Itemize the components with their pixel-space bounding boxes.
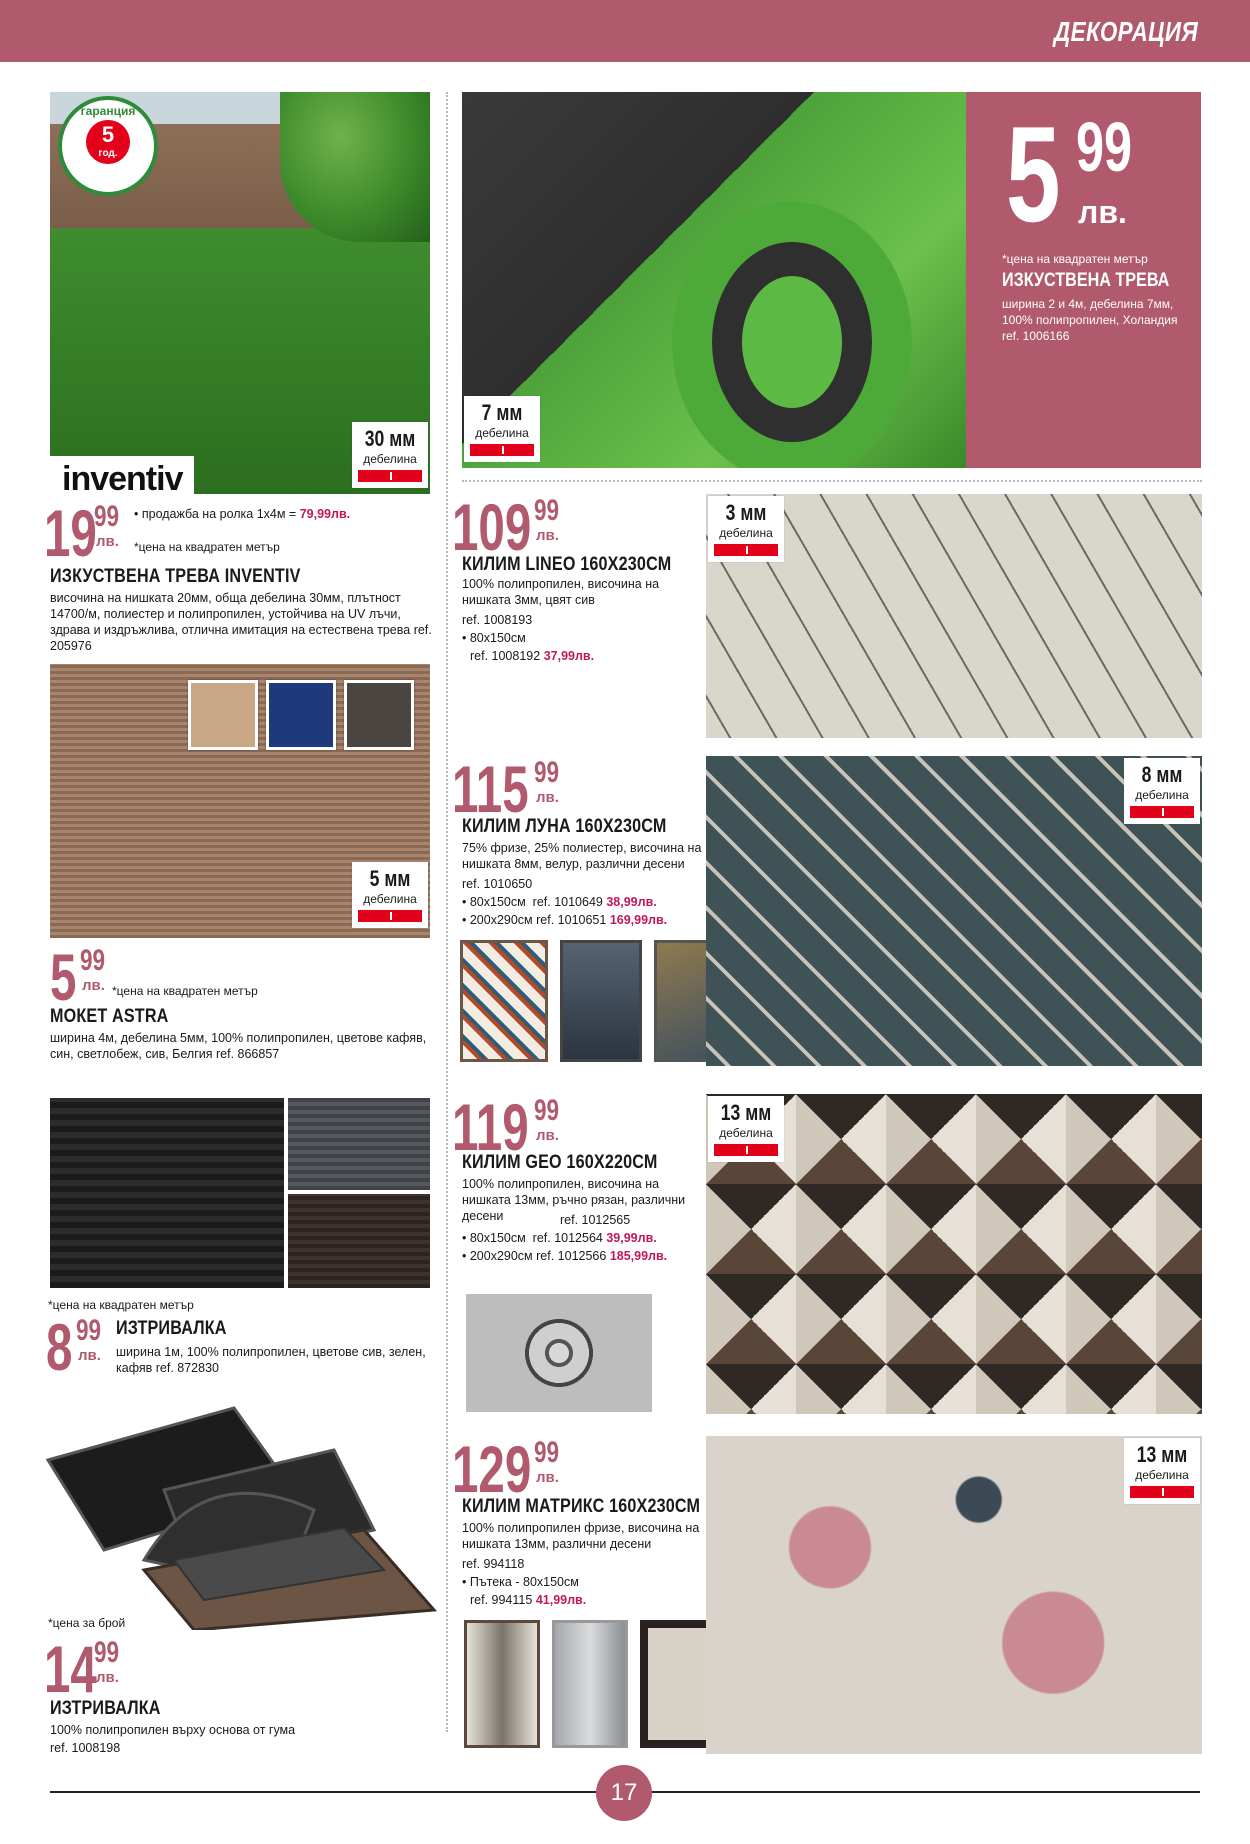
matrix-variant-1 bbox=[464, 1620, 540, 1748]
title-grass-roll: ИЗКУСТВЕНА ТРЕВА bbox=[1002, 270, 1170, 291]
price-grass-inventiv: 19 99 лв. bbox=[44, 496, 120, 570]
category-title: ДЕКОРАЦИЯ bbox=[1053, 16, 1198, 47]
title-matrix: КИЛИМ МАТРИКС 160Х230СМ bbox=[462, 1496, 701, 1517]
doormat-gray-image bbox=[288, 1098, 430, 1190]
price-matrix: 129 99 лв. bbox=[452, 1432, 560, 1506]
luna-variant-1 bbox=[460, 940, 548, 1062]
depth-badge-luna: 8 мм дебелина bbox=[1124, 758, 1200, 824]
title-astra: МОКЕТ ASTRA bbox=[50, 1006, 169, 1027]
price-doormat-piece: 14 99 лв. bbox=[44, 1632, 120, 1706]
header-bar bbox=[0, 0, 1250, 62]
price-geo: 119 99 лв. bbox=[452, 1090, 560, 1164]
price-lineo: 109 99 лв. bbox=[452, 490, 560, 564]
depth-badge-geo: 13 мм дебелина bbox=[708, 1096, 784, 1162]
title-geo: КИЛИМ GEO 160Х220СМ bbox=[462, 1152, 658, 1173]
title-doormat-roll: ИЗТРИВАЛКА bbox=[116, 1318, 227, 1339]
doormat-set-image bbox=[44, 1400, 440, 1630]
depth-badge-grass-roll: 7 мм дебелина bbox=[464, 396, 540, 462]
depth-badge-astra: 5 мм дебелина bbox=[352, 862, 428, 928]
depth-badge-grass-inventiv: 30 мм дебелина bbox=[352, 422, 428, 488]
title-doormat-piece: ИЗТРИВАЛКА bbox=[50, 1698, 161, 1719]
price-luna: 115 99 лв. bbox=[452, 752, 560, 826]
matrix-variant-2 bbox=[552, 1620, 628, 1748]
swatch-gray bbox=[344, 680, 414, 750]
title-lineo: КИЛИМ LINEO 160Х230СМ bbox=[462, 554, 672, 575]
depth-badge-lineo: 3 мм дебелина bbox=[708, 496, 784, 562]
guarantee-badge: гаранция 5 год. bbox=[58, 96, 158, 196]
title-grass-inventiv: ИЗКУСТВЕНА ТРЕВА INVENTIV bbox=[50, 566, 301, 587]
column-divider bbox=[446, 92, 448, 1732]
price-grass-roll: 5 99 лв. *цена на квадратен метър ИЗКУСТВЕНА ТРЕВА ширина 2 и 4м, дебелина 7мм, 100% полипропилен, Холандия ref. 1006166 bbox=[966, 92, 1201, 468]
matrix-variant-3 bbox=[640, 1620, 716, 1748]
price-doormat-roll: 8 99 лв. bbox=[46, 1310, 102, 1384]
depth-badge-matrix: 13 мм дебелина bbox=[1124, 1438, 1200, 1504]
swatch-beige bbox=[188, 680, 258, 750]
geo-runner-image bbox=[466, 1294, 652, 1412]
inventiv-logo: inventiv bbox=[50, 456, 194, 503]
page-number: 17 bbox=[596, 1765, 652, 1821]
doormat-roll-image bbox=[50, 1098, 284, 1288]
doormat-brown-image bbox=[288, 1194, 430, 1288]
title-luna: КИЛИМ ЛУНА 160Х230СМ bbox=[462, 816, 667, 837]
price-astra: 5 99 лв. bbox=[50, 940, 106, 1014]
swatch-blue bbox=[266, 680, 336, 750]
luna-variant-2 bbox=[560, 940, 642, 1062]
